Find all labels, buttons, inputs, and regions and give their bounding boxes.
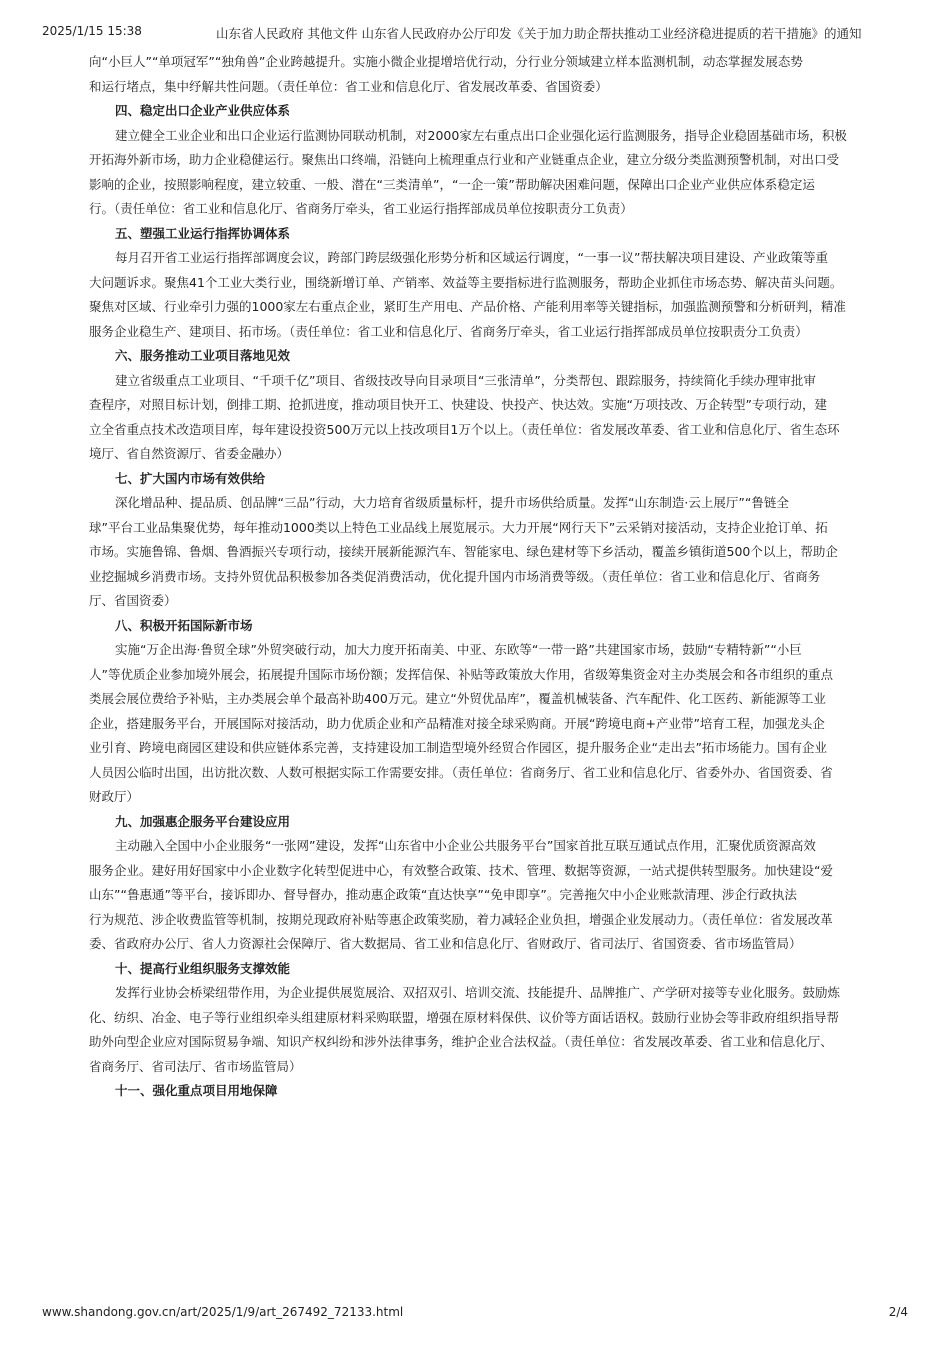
paragraph-line: 每月召开省工业运行指挥部调度会议，跨部门跨层级强化形势分析和区域运行调度，“一事一议”帮扶解决项目建设、产业政策等重	[115, 250, 828, 265]
paragraph-line: 大问题诉求。聚焦41个工业大类行业，围绕新增订单、产销率、效益等主要指标进行监测服务，帮助企业抓住市场态势、解决苗头问题。	[89, 274, 843, 290]
paragraph-line: 委、省政府办公厅、省人力资源社会保障厅、省大数据局、省工业和信息化厅、省财政厅、省司法厅、省国资委、省市场监管局）	[89, 936, 802, 951]
paragraph-line: 开拓海外新市场，助力企业稳健运行。聚焦出口终端，沿链向上梳理重点行业和产业链重点企业，建立分级分类监测预警机制，对出口受	[89, 152, 840, 167]
paragraph-line: 行为规范、涉企收费监管等机制，按期兑现政府补贴等惠企政策奖励，着力减轻企业负担，增强企业发展动力。（责任单位：省发展改革	[89, 911, 833, 927]
paragraph-line: 向“小巨人”“单项冠军”“独角兽”企业跨越提升。实施小微企业提增培优行动，分行业分领域建立样本监测机制，动态掌握发展态势	[89, 54, 803, 69]
print-url: www.shandong.gov.cn/art/2025/1/9/art_267492_72133.html	[42, 1305, 404, 1319]
section-heading: 八、积极开拓国际新市场	[115, 617, 253, 633]
paragraph-line: 建立健全工业企业和出口企业运行监测协同联动机制，对2000家左右重点出口企业强化运行监测服务，指导企业稳固基础市场，积极	[115, 127, 847, 143]
paragraph-line: 影响的企业，按照影响程度，建立较重、一般、潜在“三类清单”，“一企一策”帮助解决困难问题，保障出口企业产业供应体系稳定运	[89, 176, 815, 192]
paragraph-line: 企业，搭建服务平台，开展国际对接活动，助力优质企业和产品精准对接全球采购商。开展“跨境电商+产业带”培育工程，加强龙头企	[89, 715, 825, 731]
print-datetime: 2025/1/15 15:38	[42, 24, 142, 38]
print-page-title: 山东省人民政府 其他文件 山东省人民政府办公厅印发《关于加力助企帮扶推动工业经济稳进提质的若干措施》的通知	[216, 26, 862, 41]
paragraph-line: 省商务厅、省司法厅、省市场监管局）	[89, 1058, 302, 1074]
paragraph-line: 助外向型企业应对国际贸易争端、知识产权纠纷和涉外法律事务，维护企业合法权益。（责任单位：省发展改革委、省工业和信息化厅、	[89, 1034, 833, 1049]
paragraph-line: 业引育、跨境电商园区建设和供应链体系完善，支持建设加工制造型境外经贸合作园区，提升服务企业“走出去”拓市场能力。国有企业	[89, 740, 827, 755]
paragraph-line: 球”平台工业品集聚优势，每年推动1000类以上特色工业品线上展览展示。大力开展“网行天下”云采销对接活动，支持企业抢订单、拓	[89, 519, 828, 535]
paragraph-line: 建立省级重点工业项目、“千项千亿”项目、省级技改导向目录项目“三张清单”，分类帮包、跟踪服务，持续简化手续办理审批审	[115, 372, 816, 388]
paragraph-line: 山东”“鲁惠通”等平台，接诉即办、督导督办，推动惠企政策“直达快享”“免申即享”。完善拖欠中小企业账款清理、涉企行政执法	[89, 887, 797, 902]
paragraph-line: 服务企业稳生产、建项目、拓市场。（责任单位：省工业和信息化厅、省商务厅牵头，省工业运行指挥部成员单位按职责分工负责）	[89, 323, 808, 339]
paragraph-line: 业挖掘城乡消费市场。支持外贸优品积极参加各类促消费活动，优化提升国内市场消费等级。（责任单位：省工业和信息化厅、省商务	[89, 568, 821, 584]
paragraph-line: 主动融入全国中小企业服务“一张网”建设，发挥“山东省中小企业公共服务平台”国家首批互联互通试点作用，汇聚优质资源高效	[115, 838, 816, 853]
paragraph-line: 实施“万企出海·鲁贸全球”外贸突破行动，加大力度开拓南美、中亚、东欧等“一带一路”共建国家市场，鼓励“专精特新”“小巨	[115, 642, 802, 657]
section-heading: 十一、强化重点项目用地保障	[115, 1083, 278, 1098]
paragraph-line: 人员因公临时出国，出访批次数、人数可根据实际工作需要安排。（责任单位：省商务厅、省工业和信息化厅、省委外办、省国资委、省	[89, 764, 833, 780]
paragraph-line: 深化增品种、提品质、创品牌“三品”行动，大力培育省级质量标杆，提升市场供给质量。发挥“山东制造·云上展厅”“鲁链全	[115, 495, 789, 510]
section-heading: 五、塑强工业运行指挥协调体系	[115, 225, 291, 241]
paragraph-line: 服务企业。建好用好国家中小企业数字化转型促进中心，有效整合政策、技术、管理、数据等资源，一站式提供转型服务。加快建设“爱	[89, 862, 833, 878]
paragraph-line: 立全省重点技术改造项目库，每年建设投资500万元以上技改项目1万个以上。（责任单位：省发展改革委、省工业和信息化厅、省生态环	[89, 421, 840, 437]
paragraph-line: 类展会展位费给予补贴，主办类展会单个最高补助400万元。建立“外贸优品库”，覆盖机械装备、汽车配件、化工医药、新能源等工业	[89, 691, 826, 706]
document-body	[89, 50, 861, 1104]
paragraph-line: 查程序，对照目标计划，倒排工期、抢抓进度，推动项目快开工、快建设、快投产、快达效。实施“万项技改、万企转型”专项行动，建	[89, 397, 827, 412]
section-heading: 七、扩大国内市场有效供给	[115, 470, 266, 486]
paragraph-line: 和运行堵点，集中纾解共性问题。（责任单位：省工业和信息化厅、省发展改革委、省国资委）	[89, 78, 608, 94]
section-heading: 十、提高行业组织服务支撑效能	[115, 960, 291, 976]
section-heading: 四、稳定出口企业产业供应体系	[115, 103, 291, 118]
paragraph-line: 行。（责任单位：省工业和信息化厅、省商务厅牵头，省工业运行指挥部成员单位按职责分工负责）	[89, 201, 633, 216]
paragraph-line: 人”等优质企业参加境外展会，拓展提升国际市场份额；发挥信保、补贴等政策放大作用，省级筹集资金对主办类展会和各市组织的重点	[89, 666, 833, 682]
paragraph-line: 发挥行业协会桥梁纽带作用，为企业提供展览展洽、双招双引、培训交流、技能提升、品牌推广、产学研对接等专业化服务。鼓励炼	[115, 985, 841, 1000]
paragraph-line: 聚焦对区域、行业牵引力强的1000家左右重点企业，紧盯生产用电、产品价格、产能利用率等关键指标，加强监测预警和分析研判，精准	[89, 299, 846, 314]
section-heading: 九、加强惠企服务平台建设应用	[115, 813, 291, 829]
paragraph-line: 境厅、省自然资源厅、省委金融办）	[89, 446, 290, 461]
paragraph-line: 化、纺织、冶金、电子等行业组织牵头组建原材料采购联盟，增强在原材料保供、议价等方面话语权。鼓励行业协会等非政府组织指导帮	[89, 1009, 840, 1025]
paragraph-line: 财政厅）	[89, 789, 140, 804]
paragraph-line: 厅、省国资委）	[89, 593, 177, 608]
page-number: 2/4	[888, 1305, 908, 1319]
section-heading: 六、服务推动工业项目落地见效	[115, 348, 291, 363]
paragraph-line: 市场。实施鲁锦、鲁烟、鲁酒振兴专项行动，接续开展新能源汽车、智能家电、绿色建材等下乡活动，覆盖乡镇街道500个以上，帮助企	[89, 544, 838, 559]
